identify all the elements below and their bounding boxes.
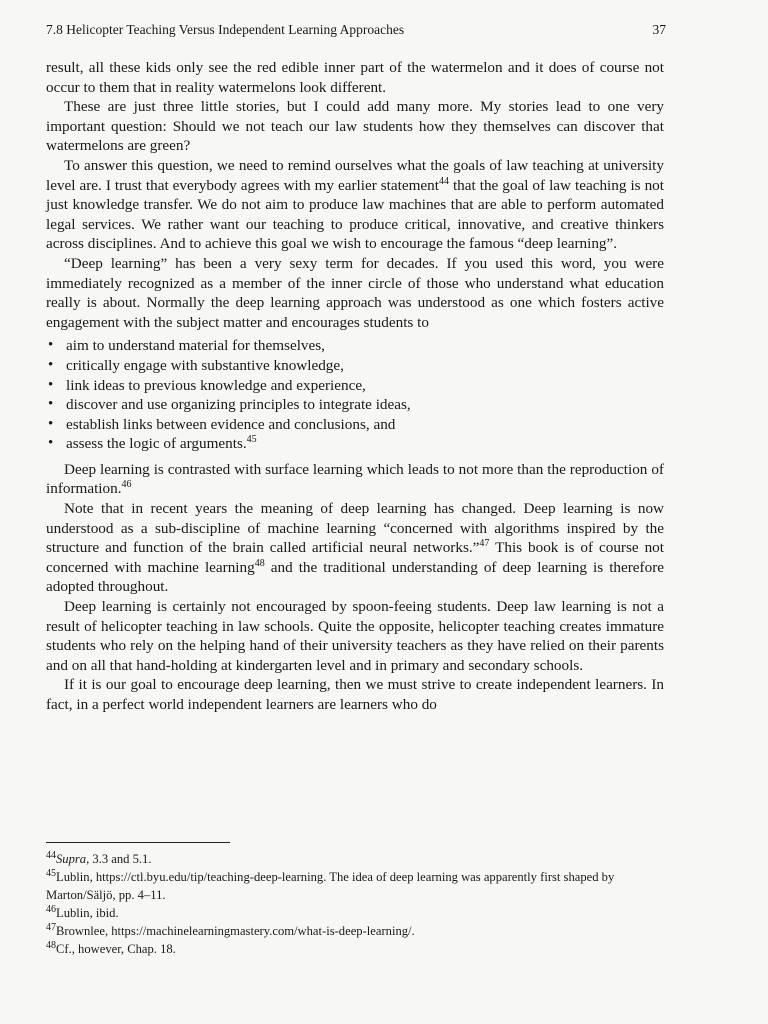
footnote-ref-47[interactable]: 47 [479, 538, 490, 550]
footnote-number: 47 [46, 921, 56, 933]
footnote-45 [46, 868, 664, 904]
paragraph-6-text-c: and the traditional understanding of deep learning is therefore adopted throughout. [46, 558, 664, 596]
paragraph-6 [46, 499, 664, 597]
footnote-text: Lublin, https://ctl.byu.edu/tip/teaching-deep-learning. The idea of deep learning was apparently first shaped by Marton/Säljö, pp. 4–11. [46, 870, 615, 902]
footnote-ref-48[interactable]: 48 [254, 557, 265, 569]
footnote-46 [46, 904, 664, 922]
footnote-number: 46 [46, 903, 56, 915]
footnote-47 [46, 922, 664, 940]
section-title: 7.8 Helicopter Teaching Versus Independent Learning Approaches [46, 22, 405, 37]
paragraph-1: result, all these kids only see the red edible inner part of the watermelon and it does of course not occur to them that in reality watermelons look different. [46, 59, 664, 96]
list-item: • link ideas to previous knowledge and experience, [46, 376, 664, 396]
list-item: • discover and use organizing principles to integrate ideas, [46, 395, 664, 415]
page-number: 37 [652, 22, 666, 37]
paragraph-8: If it is our goal to encourage deep learning, then we must strive to create independent learners. In fact, in a perfect world independent learners are learners who do [46, 676, 664, 713]
footnote-44 [46, 850, 664, 868]
footnote-number: 45 [46, 867, 56, 879]
paragraph-2: These are just three little stories, but I could add many more. My stories lead to one very important question: Should we not teach our law students how they themselves can discover that watermelons are green? [46, 98, 664, 155]
footnote-ref-44[interactable]: 44 [438, 175, 449, 187]
list-item [46, 434, 664, 454]
list-item: • aim to understand material for themselves, [46, 336, 664, 356]
footnote-ref-45[interactable]: 45 [246, 434, 257, 446]
deep-learning-bullet-list [46, 336, 664, 454]
footnote-48 [46, 940, 664, 958]
footnote-number: 48 [46, 939, 56, 951]
footnote-text: Brownlee, https://machinelearningmastery.com/what-is-deep-learning/. [56, 924, 415, 938]
footnotes [46, 850, 664, 958]
paragraph-6-text-b: This book is of course not concerned with machine learning [46, 539, 664, 576]
footnote-divider [46, 842, 230, 843]
paragraph-6-text-a: Note that in recent years the meaning of deep learning has changed. Deep learning is now understood as a sub-discipline of machine learning “concerned with algorithms inspired by the structure and function of the brain called artificial neural networks.” [46, 500, 664, 557]
list-item: • critically engage with substantive knowledge, [46, 356, 664, 376]
footnote-text: , 3.3 and 5.1. [86, 852, 152, 866]
paragraph-3-text-a: To answer this question, we need to remind ourselves what the goals of law teaching at university level are. I trust that everybody agrees with my earlier statement [46, 156, 664, 194]
paragraph-3 [46, 156, 664, 254]
footnote-text: Cf., however, Chap. 18. [56, 942, 176, 956]
main-text [46, 58, 664, 715]
paragraph-3-text-b: that the goal of law teaching is not just knowledge transfer. We do not aim to produce law machines that are able to perform automated legal services. We rather want our teaching to produce critical, innovative, and creative thinkers across disciplines. And to achieve this goal we wish to encourage the famous “deep learning”. [46, 176, 664, 253]
paragraph-4: “Deep learning” has been a very sexy term for decades. If you used this word, you were immediately recognized as a member of the inner circle of those who understand what education really is about. Normally the deep learning approach was understood as one which fosters active engagement with the subject matter and encourages students to [46, 254, 664, 331]
paragraph-5-text: Deep learning is contrasted with surface learning which leads to not more than the reproduction of information. [46, 460, 664, 498]
paragraph-5 [46, 460, 664, 499]
list-item: • establish links between evidence and conclusions, and [46, 415, 664, 435]
footnote-text: Lublin, ibid. [56, 906, 119, 920]
footnote-ref-46[interactable]: 46 [121, 479, 132, 491]
footnote-italic: Supra [56, 852, 87, 866]
list-item-text: assess the logic of arguments. [66, 435, 247, 453]
footnote-number: 44 [46, 849, 56, 861]
running-header [46, 22, 666, 38]
paragraph-7: Deep learning is certainly not encouraged by spoon-feeing students. Deep law learning is not a result of helicopter teaching in law schools. Quite the opposite, helicopter teaching creates immature students who rely on the helping hand of their university teachers as they have relied on their parents and on all that hand-holding at kindergarten level and in primary and secondary schools. [46, 598, 664, 674]
